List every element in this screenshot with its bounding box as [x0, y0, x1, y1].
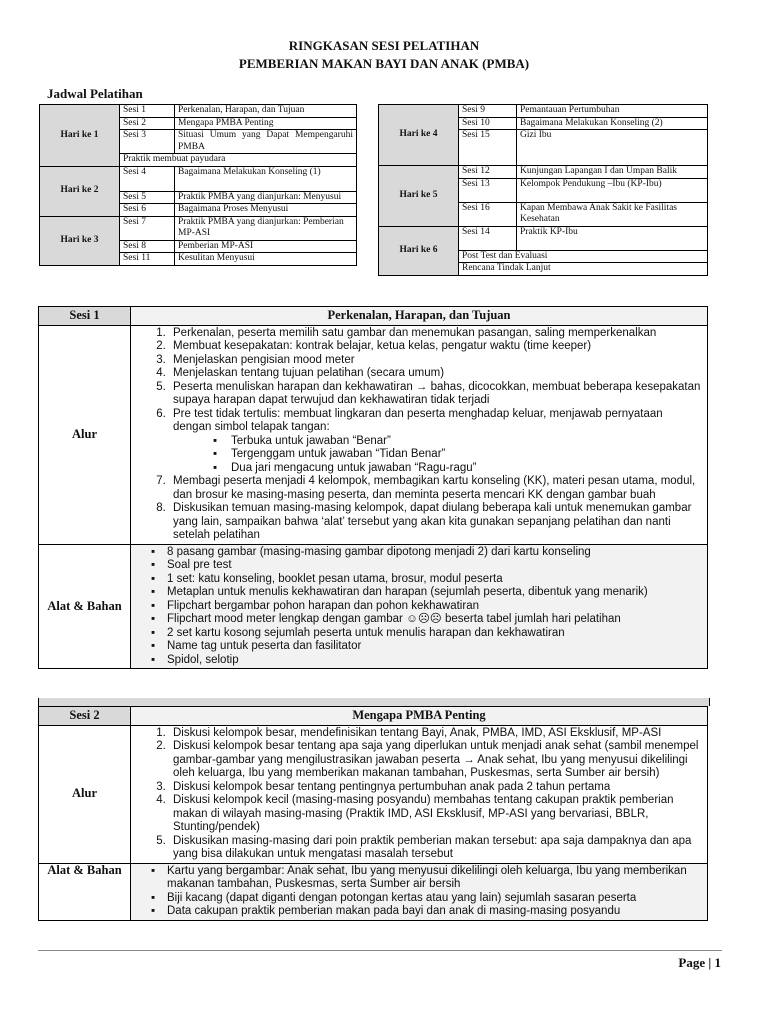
table-row [40, 216, 357, 240]
list-item: 7. Membagi peserta menjadi 4 kelompok, membagikan kartu konseling (KK), materi pesan utama, modul, dan brosur ke masing-masing peserta, dan meminta peserta mencari KK dengan gambar buah [169, 475, 703, 502]
list-item: ▪ Flipchart mood meter lengkap dengan gambar ☺☹☹ beserta tabel jumlah hari pelatihan [167, 613, 703, 627]
topic-cell: Post Test dan Evaluasi [459, 250, 708, 263]
session-cell: Sesi 2 [120, 117, 175, 130]
session-label: Sesi 1 [39, 307, 131, 326]
topic-cell: Kelompok Pendukung –Ibu (KP-Ibu) [517, 178, 708, 202]
sub-list-item: ▪ Tergenggam untuk jawaban “Tidan Benar” [227, 448, 703, 462]
session-cell: Sesi 11 [120, 253, 175, 266]
session-cell: Sesi 16 [459, 202, 517, 226]
list-item: ▪ Name tag untuk peserta dan fasilitator [167, 640, 703, 654]
session-cell: Sesi 14 [459, 226, 517, 250]
day-cell: Hari ke 1 [40, 105, 120, 167]
document-subtitle: PEMBERIAN MAKAN BAYI DAN ANAK (PMBA) [238, 56, 530, 71]
alat-label: Alat & Bahan [39, 544, 131, 669]
session-cell: Sesi 12 [459, 166, 517, 179]
list-item: 5. Peserta menuliskan harapan dan kekhawatiran → bahas, dicocokkan, membuat beberapa kesepakatan supaya harapan dapat terwujud dan kekhawatiran tidak terjadi [169, 381, 703, 408]
document-title: RINGKASAN SESI PELATIHAN [288, 38, 480, 53]
session-header-row [39, 707, 708, 726]
topic-cell: Mengapa PMBA Penting [175, 117, 357, 130]
list-item: 1. Perkenalan, peserta memilih satu gambar dan menemukan pasangan, saling memperkenalkan [169, 327, 703, 341]
session-label: Sesi 2 [39, 707, 131, 726]
session-header-row [39, 307, 708, 326]
list-item [169, 408, 703, 476]
list-item: ▪ Flipchart bergambar pohon harapan dan pohon kekhawatiran [167, 600, 703, 614]
session-cell: Sesi 5 [120, 191, 175, 204]
session-cell: Sesi 6 [120, 204, 175, 217]
list-item: 3. Diskusi kelompok besar tentang pentingnya pertumbuhan anak pada 2 tahun pertama [169, 781, 703, 795]
session-cell: Sesi 9 [459, 105, 517, 118]
session-cell: Sesi 13 [459, 178, 517, 202]
list-item: ▪ 1 set: katu konseling, booklet pesan utama, brosur, modul peserta [167, 573, 703, 587]
topic-cell: Perkenalan, Harapan, dan Tujuan [175, 105, 357, 118]
table-row [379, 166, 708, 179]
topic-cell: Situasi Umum yang Dapat Mempengaruhi PMBA [175, 130, 357, 154]
alat-label: Alat & Bahan [39, 863, 131, 920]
footer-divider [38, 950, 722, 951]
sub-list-item: ▪ Terbuka untuk jawaban “Benar” [227, 435, 703, 449]
list-item: 1. Diskusi kelompok besar, mendefinisikan tentang Bayi, Anak, PMBA, IMD, ASI Eksklusif, MP-ASI [169, 727, 703, 741]
table-row [40, 105, 357, 118]
alur-list [133, 327, 703, 543]
alur-row [39, 725, 708, 863]
topic-cell: Pemantauan Pertumbuhan [517, 105, 708, 118]
alat-row [39, 863, 708, 920]
alat-row [39, 544, 708, 669]
session-cell: Sesi 8 [120, 240, 175, 253]
topic-cell: Bagaimana Melakukan Konseling (2) [517, 117, 708, 130]
topic-cell: Gizi Ibu [517, 130, 708, 166]
session-cell: Sesi 15 [459, 130, 517, 166]
session-title: Mengapa PMBA Penting [131, 707, 708, 726]
topic-cell: Kapan Membawa Anak Sakit ke Fasilitas Kesehatan [517, 202, 708, 226]
list-item: 4. Menjelaskan tentang tujuan pelatihan (secara umum) [169, 367, 703, 381]
day-cell: Hari ke 3 [40, 216, 120, 265]
session-cell: Sesi 1 [120, 105, 175, 118]
schedule-table-left [39, 104, 357, 266]
sub-list-item: ▪ Dua jari mengacung untuk jawaban “Ragu-ragu” [227, 462, 703, 476]
alat-list [133, 865, 703, 919]
day-cell: Hari ke 2 [40, 166, 120, 216]
list-item: ▪ 2 set kartu kosong sejumlah peserta untuk menulis harapan dan kekhawatiran [167, 627, 703, 641]
table-row [379, 105, 708, 118]
list-item: ▪ Metaplan untuk menulis kekhawatiran dan harapan (sejumlah peserta, dibentuk yang menarik) [167, 586, 703, 600]
session-2-table [38, 706, 708, 921]
list-item: ▪ Soal pre test [167, 559, 703, 573]
list-item: 8. Diskusikan temuan masing-masing kelompok, dapat diulang beberapa kali untuk menemukan gambar yang lain, sampaikan bahwa ‘alat’ tersebut yang akan kita gunakan sepanjang pelatihan dan nanti setelah pelatihan [169, 502, 703, 543]
page-number: Page | 1 [678, 955, 721, 970]
topic-cell: Bagaimana Melakukan Konseling (1) [175, 166, 357, 191]
list-item: ▪ Kartu yang bergambar: Anak sehat, Ibu yang menyusui dikelilingi oleh keluarga, Ibu yang memberikan makanan tambahan, Puskesmas, serta Sumber air bersih [167, 865, 703, 892]
day-cell: Hari ke 5 [379, 166, 459, 227]
alur-content [131, 725, 708, 863]
alat-content [131, 544, 708, 669]
day-cell: Hari ke 6 [379, 226, 459, 275]
list-item: ▪ 8 pasang gambar (masing-masing gambar dipotong menjadi 2) dari kartu konseling [167, 546, 703, 560]
alat-list [133, 546, 703, 668]
alur-row [39, 325, 708, 544]
session-1-table [38, 306, 708, 669]
topic-cell: Pemberian MP-ASI [175, 240, 357, 253]
topic-cell: Rencana Tindak Lanjut [459, 263, 708, 276]
topic-cell: Praktik membuat payudara [120, 154, 357, 167]
alur-content [131, 325, 708, 544]
list-item: ▪ Spidol, selotip [167, 654, 703, 668]
session-cell: Sesi 3 [120, 130, 175, 154]
table-row [379, 226, 708, 250]
list-item: ▪ Biji kacang (dapat diganti dengan potongan kertas atau yang lain) sejumlah sasaran peserta [167, 892, 703, 906]
session-cell: Sesi 4 [120, 166, 175, 191]
schedule-table-right [378, 104, 708, 276]
list-item: 4. Diskusi kelompok kecil (masing-masing posyandu) membahas tentang cakupan praktik pemberian makan di wilayah masing-masing (Praktik IMD, ASI Eksklusif, MP-ASI yang bervariasi, BBLR, Stunting/pendek) [169, 794, 703, 835]
list-item: 5. Diskusikan masing-masing dari poin praktik pemberian makan tersebut: apa saja dampaknya dan apa yang bisa dilakukan untuk mengatasi masalah tersebut [169, 835, 703, 862]
session-title: Perkenalan, Harapan, dan Tujuan [131, 307, 708, 326]
table-row [40, 166, 357, 191]
sub-list [173, 435, 703, 476]
session-cell: Sesi 7 [120, 216, 175, 240]
session-cell: Sesi 10 [459, 117, 517, 130]
session-divider [38, 698, 710, 706]
alat-content [131, 863, 708, 920]
topic-cell: Praktik PMBA yang dianjurkan: Menyusui [175, 191, 357, 204]
topic-cell: Kunjungan Lapangan I dan Umpan Balik [517, 166, 708, 179]
list-item: 2. Membuat kesepakatan: kontrak belajar, ketua kelas, pengatur waktu (time keeper) [169, 340, 703, 354]
alur-label: Alur [39, 325, 131, 544]
list-item: 2. Diskusi kelompok besar tentang apa saja yang diperlukan untuk menjadi anak sehat (sambil menempel gambar-gambar yang mengilustrasikan jawaban peserta → Anak sehat, Ibu yang menyusui dikelilingi oleh keluarga, Ibu yang memberikan makanan tambahan, Puskesmas, serta Sumber air bersih) [169, 740, 703, 781]
alur-label: Alur [39, 725, 131, 863]
list-item: 3. Menjelaskan pengisian mood meter [169, 354, 703, 368]
schedule-heading: Jadwal Pelatihan [47, 86, 143, 101]
alur-list [133, 727, 703, 862]
topic-cell: Praktik PMBA yang dianjurkan: Pemberian MP-ASI [175, 216, 357, 240]
list-item: ▪ Data cakupan praktik pemberian makan pada bayi dan anak di masing-masing posyandu [167, 905, 703, 919]
day-cell: Hari ke 4 [379, 105, 459, 166]
topic-cell: Praktik KP-Ibu [517, 226, 708, 250]
topic-cell: Bagaimana Proses Menyusui [175, 204, 357, 217]
topic-cell: Kesulitan Menyusui [175, 253, 357, 266]
list-item-text: Pre test tidak tertulis: membuat lingkaran dan peserta menghadap keluar, menjawab pernyataan dengan simbol telapak tangan: [173, 407, 663, 433]
